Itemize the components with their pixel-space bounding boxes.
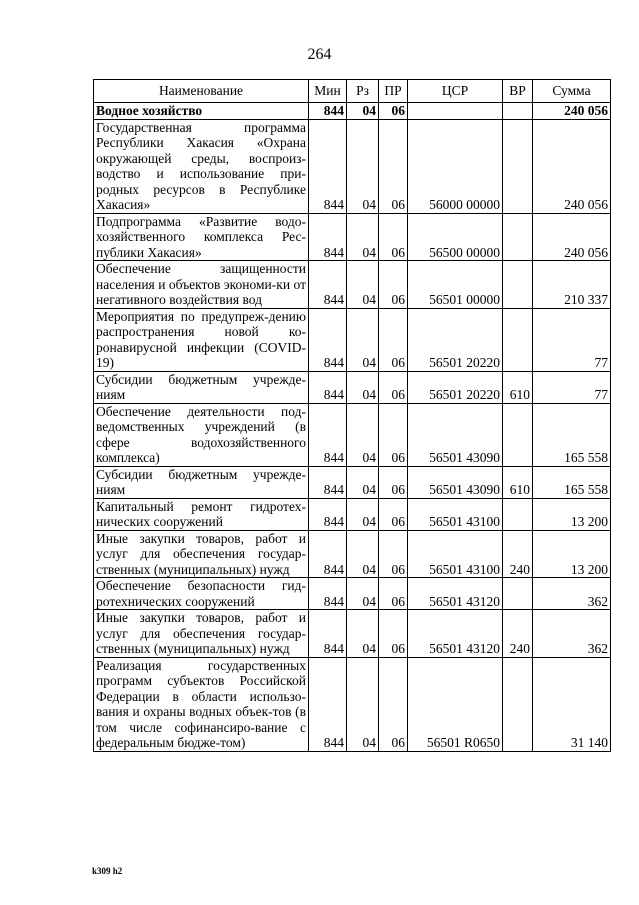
cell-vr (503, 578, 533, 610)
cell-vr: 610 (503, 466, 533, 498)
cell-sum: 362 (533, 610, 611, 658)
cell-rz: 04 (347, 261, 379, 309)
cell-sum: 165 558 (533, 403, 611, 466)
cell-pr: 06 (379, 308, 408, 371)
cell-rz: 04 (347, 403, 379, 466)
cell-min: 844 (309, 403, 347, 466)
cell-min: 844 (309, 119, 347, 213)
table-row (94, 403, 611, 466)
cell-name: Обеспечение деятельности под-ведомственных учреждений (в сфере водохозяйственного комплекса) (94, 403, 309, 466)
cell-name: Водное хозяйство (94, 103, 309, 120)
cell-csr: 56501 43090 (408, 466, 503, 498)
cell-csr: 56501 43100 (408, 498, 503, 530)
table-row (94, 466, 611, 498)
table-row (94, 213, 611, 261)
cell-vr: 240 (503, 530, 533, 578)
document-code: k309 h2 (92, 866, 123, 876)
cell-sum: 13 200 (533, 498, 611, 530)
cell-sum: 31 140 (533, 657, 611, 751)
cell-vr: 240 (503, 610, 533, 658)
cell-vr (503, 308, 533, 371)
cell-sum: 240 056 (533, 119, 611, 213)
cell-pr: 06 (379, 578, 408, 610)
cell-rz: 04 (347, 657, 379, 751)
cell-rz: 04 (347, 371, 379, 403)
table-row (94, 657, 611, 751)
cell-name: Обеспечение безопасности гид-ротехнических сооружений (94, 578, 309, 610)
page-number: 264 (307, 46, 332, 63)
table-row (94, 578, 611, 610)
cell-vr (503, 261, 533, 309)
cell-min: 844 (309, 466, 347, 498)
cell-pr: 06 (379, 403, 408, 466)
cell-sum: 13 200 (533, 530, 611, 578)
cell-rz: 04 (347, 103, 379, 120)
cell-rz: 04 (347, 498, 379, 530)
budget-table (93, 79, 611, 752)
cell-sum: 165 558 (533, 466, 611, 498)
cell-min: 844 (309, 103, 347, 120)
cell-min: 844 (309, 610, 347, 658)
cell-csr (408, 103, 503, 120)
cell-csr: 56501 R0650 (408, 657, 503, 751)
cell-name: Мероприятия по предупреж-дению распространения новой ко-ронавирусной инфекции (COVID-19) (94, 308, 309, 371)
cell-pr: 06 (379, 498, 408, 530)
cell-min: 844 (309, 498, 347, 530)
cell-csr: 56501 00000 (408, 261, 503, 309)
cell-sum: 240 056 (533, 213, 611, 261)
cell-name: Иные закупки товаров, работ и услуг для обеспечения государ-ственных (муниципальных) нужд (94, 530, 309, 578)
cell-min: 844 (309, 578, 347, 610)
cell-name: Иные закупки товаров, работ и услуг для обеспечения государ-ственных (муниципальных) нужд (94, 610, 309, 658)
cell-min: 844 (309, 657, 347, 751)
cell-pr: 06 (379, 657, 408, 751)
table-row (94, 308, 611, 371)
column-header-name: Наименование (94, 80, 309, 103)
cell-sum: 362 (533, 578, 611, 610)
table-row (94, 103, 611, 120)
table-row (94, 371, 611, 403)
cell-pr: 06 (379, 119, 408, 213)
cell-name: Обеспечение защищенности населения и объектов экономи-ки от негативного воздействия вод (94, 261, 309, 309)
cell-csr: 56501 20220 (408, 308, 503, 371)
table-body (94, 103, 611, 752)
cell-csr: 56501 43090 (408, 403, 503, 466)
cell-name: Подпрограмма «Развитие водо-хозяйственного комплекса Рес-публики Хакасия» (94, 213, 309, 261)
cell-rz: 04 (347, 610, 379, 658)
cell-pr: 06 (379, 213, 408, 261)
cell-csr: 56501 43100 (408, 530, 503, 578)
cell-csr: 56500 00000 (408, 213, 503, 261)
cell-rz: 04 (347, 530, 379, 578)
cell-vr (503, 103, 533, 120)
cell-min: 844 (309, 213, 347, 261)
column-header-csr: ЦСР (408, 80, 503, 103)
cell-csr: 56000 00000 (408, 119, 503, 213)
cell-pr: 06 (379, 371, 408, 403)
cell-name: Капитальный ремонт гидротех-нических сооружений (94, 498, 309, 530)
cell-sum: 77 (533, 371, 611, 403)
table-row (94, 498, 611, 530)
table-header-row (94, 80, 611, 103)
cell-min: 844 (309, 371, 347, 403)
cell-vr: 610 (503, 371, 533, 403)
column-header-sum: Сумма (533, 80, 611, 103)
column-header-vr: ВР (503, 80, 533, 103)
cell-name: Реализация государственных программ субъектов Российской Федерации в области использо-вания и охраны водных объек-тов (в том числе софинансиро-вание с федеральным бюдже-том) (94, 657, 309, 751)
cell-vr (503, 213, 533, 261)
cell-rz: 04 (347, 578, 379, 610)
cell-vr (503, 119, 533, 213)
cell-vr (503, 403, 533, 466)
cell-name: Субсидии бюджетным учрежде-ниям (94, 371, 309, 403)
cell-rz: 04 (347, 308, 379, 371)
cell-sum: 77 (533, 308, 611, 371)
cell-vr (503, 498, 533, 530)
cell-sum: 240 056 (533, 103, 611, 120)
cell-min: 844 (309, 308, 347, 371)
cell-sum: 210 337 (533, 261, 611, 309)
cell-csr: 56501 20220 (408, 371, 503, 403)
cell-pr: 06 (379, 530, 408, 578)
table-row (94, 610, 611, 658)
cell-pr: 06 (379, 103, 408, 120)
cell-name: Государственная программа Республики Хакасия «Охрана окружающей среды, воспроиз-водство и использование при-родных ресурсов в Республике Хакасия» (94, 119, 309, 213)
column-header-min: Мин (309, 80, 347, 103)
table-row (94, 261, 611, 309)
cell-rz: 04 (347, 213, 379, 261)
cell-name: Субсидии бюджетным учрежде-ниям (94, 466, 309, 498)
column-header-pr: ПР (379, 80, 408, 103)
cell-min: 844 (309, 530, 347, 578)
table-row (94, 530, 611, 578)
cell-csr: 56501 43120 (408, 578, 503, 610)
column-header-rz: Рз (347, 80, 379, 103)
table-row (94, 119, 611, 213)
cell-vr (503, 657, 533, 751)
cell-pr: 06 (379, 261, 408, 309)
cell-csr: 56501 43120 (408, 610, 503, 658)
cell-pr: 06 (379, 610, 408, 658)
cell-min: 844 (309, 261, 347, 309)
cell-pr: 06 (379, 466, 408, 498)
cell-rz: 04 (347, 119, 379, 213)
cell-rz: 04 (347, 466, 379, 498)
